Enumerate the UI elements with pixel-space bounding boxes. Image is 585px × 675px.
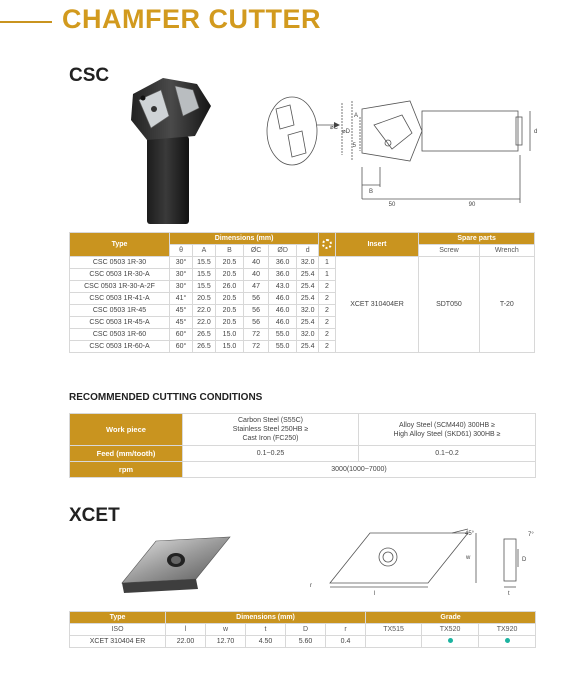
cell-theta: 41° xyxy=(170,293,193,305)
conditions-title: RECOMMENDED CUTTING CONDITIONS xyxy=(69,392,263,403)
cutting-conditions-table xyxy=(69,413,536,478)
cell-flutes: 1 xyxy=(319,269,336,281)
cell-b: 15.0 xyxy=(215,341,243,353)
cell-b: 20.5 xyxy=(215,305,243,317)
csc-insert-header: Insert xyxy=(335,233,418,257)
cell-c: 72 xyxy=(244,341,269,353)
cell-flutes: 2 xyxy=(319,341,336,353)
cell-b: 20.5 xyxy=(215,317,243,329)
col-wrench: Wrench xyxy=(479,245,534,257)
cell-d: 36.0 xyxy=(269,269,297,281)
cell-d: 46.0 xyxy=(269,305,297,317)
cell-c: 56 xyxy=(244,293,269,305)
cell-a: 26.5 xyxy=(193,341,216,353)
work-piece-line: Carbon Steel (S55C) xyxy=(238,417,303,424)
xcet-section-title: XCET xyxy=(69,505,120,526)
csc-dims-header: Dimensions (mm) xyxy=(170,233,319,245)
work-piece-line: High Alloy Steel (SKD61) 300HB ≥ xyxy=(393,430,501,438)
cell-grade-tx920 xyxy=(479,636,536,648)
drawing-label-90: 90 xyxy=(468,202,476,208)
xcet-technical-drawing xyxy=(300,527,540,597)
drawing-label-l: l xyxy=(374,591,376,597)
cell-b: 26.0 xyxy=(215,281,243,293)
cell-d: 43.0 xyxy=(269,281,297,293)
cell-type: XCET 310404 ER xyxy=(70,636,166,648)
flutes-header xyxy=(319,233,336,257)
cell-b: 20.5 xyxy=(215,293,243,305)
csc-type-header: Type xyxy=(70,233,170,257)
header-rule xyxy=(0,21,52,23)
col-d: ØD xyxy=(269,245,297,257)
cell-type: CSC 0503 1R-30-A-2F xyxy=(70,281,170,293)
csc-section-title: CSC xyxy=(69,65,110,86)
cell-grade-tx515 xyxy=(366,636,422,648)
cell-c: 72 xyxy=(244,329,269,341)
cell-dd: 25.4 xyxy=(297,317,319,329)
cell-a: 20.5 xyxy=(193,293,216,305)
csc-technical-drawing xyxy=(262,95,537,210)
cell-c: 56 xyxy=(244,317,269,329)
col-r: r xyxy=(326,624,366,636)
drawing-label-5: 5 xyxy=(352,143,356,149)
drawing-label-c: ⌀C xyxy=(330,125,338,131)
cell-theta: 60° xyxy=(170,341,193,353)
cell-d: 46.0 xyxy=(269,317,297,329)
col-c: ØC xyxy=(244,245,269,257)
cell-w: 12.70 xyxy=(206,636,246,648)
drawing-label-7: 7° xyxy=(528,532,534,538)
cell-a: 22.0 xyxy=(193,317,216,329)
work-piece-line: Alloy Steel (SCM440) 300HB ≥ xyxy=(398,421,496,429)
cell-theta: 30° xyxy=(170,269,193,281)
cell-a: 15.5 xyxy=(193,281,216,293)
cell-theta: 30° xyxy=(170,257,193,269)
cell-theta: 45° xyxy=(170,317,193,329)
cell-type: CSC 0503 1R-45-A xyxy=(70,317,170,329)
cell-d: 55.0 xyxy=(269,329,297,341)
xcet-spec-table xyxy=(69,611,536,648)
rpm-value: 3000(1000~7000) xyxy=(183,462,536,478)
cell-theta: 30° xyxy=(170,281,193,293)
cell-type: CSC 0503 1R-41-A xyxy=(70,293,170,305)
cell-flutes: 2 xyxy=(319,317,336,329)
cell-type: CSC 0503 1R-30 xyxy=(70,257,170,269)
cell-a: 26.5 xyxy=(193,329,216,341)
available-dot-icon xyxy=(448,638,453,643)
cell-type: CSC 0503 1R-60-A xyxy=(70,341,170,353)
drawing-label-a: A xyxy=(353,113,358,119)
col-t: t xyxy=(246,624,286,636)
cell-insert: XCET 310404ER xyxy=(335,257,418,353)
cell-d: 36.0 xyxy=(269,257,297,269)
cell-c: 40 xyxy=(244,257,269,269)
xcet-dims-header: Dimensions (mm) xyxy=(166,612,366,624)
cell-c: 56 xyxy=(244,305,269,317)
cell-dd: 25.4 xyxy=(297,281,319,293)
work-piece-line: Stainless Steel 250HB ≥ xyxy=(232,426,309,433)
cell-r: 0.4 xyxy=(326,636,366,648)
col-grade-tx520: TX520 xyxy=(422,624,479,636)
drawing-label-dd: d xyxy=(534,129,538,135)
cell-b: 20.5 xyxy=(215,269,243,281)
rpm-label: rpm xyxy=(70,462,183,478)
work-piece-line: Cast Iron (FC250) xyxy=(242,435,299,442)
cell-a: 22.0 xyxy=(193,305,216,317)
col-iso: ISO xyxy=(70,624,166,636)
drawing-label-50: 50 xyxy=(388,202,396,208)
cell-wrench: T-20 xyxy=(479,257,534,353)
cell-theta: 45° xyxy=(170,305,193,317)
xcet-type-header: Type xyxy=(70,612,166,624)
cell-type: CSC 0503 1R-45 xyxy=(70,305,170,317)
xcet-grade-header: Grade xyxy=(366,612,536,624)
cell-flutes: 2 xyxy=(319,329,336,341)
col-grade-tx515: TX515 xyxy=(366,624,422,636)
drawing-label-d: D xyxy=(522,557,527,563)
cell-dd: 32.0 xyxy=(297,305,319,317)
drawing-label-b: B xyxy=(368,189,374,195)
cell-d: 5.60 xyxy=(286,636,326,648)
cell-dd: 32.0 xyxy=(297,329,319,341)
drawing-label-d: ⌀D xyxy=(342,129,350,135)
cell-dd: 25.4 xyxy=(297,293,319,305)
cell-d: 55.0 xyxy=(269,341,297,353)
feed-value-2: 0.1~0.2 xyxy=(359,446,536,462)
cell-grade-tx520 xyxy=(422,636,479,648)
xcet-insert-image xyxy=(118,533,233,595)
feed-label: Feed (mm/tooth) xyxy=(70,446,183,462)
available-dot-icon xyxy=(505,638,510,643)
cell-c: 40 xyxy=(244,269,269,281)
drawing-label-w: w xyxy=(466,555,471,561)
cell-d: 46.0 xyxy=(269,293,297,305)
cell-flutes: 1 xyxy=(319,257,336,269)
feed-value-1: 0.1~0.25 xyxy=(183,446,359,462)
col-dd: d xyxy=(297,245,319,257)
gear-icon xyxy=(322,239,332,249)
table-row xyxy=(70,636,536,648)
col-a: A xyxy=(193,245,216,257)
cell-b: 20.5 xyxy=(215,257,243,269)
csc-spare-header: Spare parts xyxy=(419,233,535,245)
cell-a: 15.5 xyxy=(193,269,216,281)
cell-flutes: 2 xyxy=(319,305,336,317)
cell-type: CSC 0503 1R-30-A xyxy=(70,269,170,281)
cell-flutes: 2 xyxy=(319,281,336,293)
cell-a: 15.5 xyxy=(193,257,216,269)
cell-c: 47 xyxy=(244,281,269,293)
cell-dd: 32.0 xyxy=(297,257,319,269)
cell-screw: SDT050 xyxy=(419,257,479,353)
col-l: l xyxy=(166,624,206,636)
cell-t: 4.50 xyxy=(246,636,286,648)
cell-flutes: 2 xyxy=(319,293,336,305)
cell-b: 15.0 xyxy=(215,329,243,341)
drawing-label-t: t xyxy=(508,591,510,597)
cell-theta: 60° xyxy=(170,329,193,341)
work-piece-group-2 xyxy=(359,414,536,446)
cell-dd: 25.4 xyxy=(297,269,319,281)
cell-l: 22.00 xyxy=(166,636,206,648)
col-grade-tx920: TX920 xyxy=(479,624,536,636)
drawing-label-45: 45° xyxy=(465,531,475,537)
csc-product-image xyxy=(125,76,220,226)
work-piece-group-1 xyxy=(183,414,359,446)
col-d: D xyxy=(286,624,326,636)
col-b: B xyxy=(215,245,243,257)
col-screw: Screw xyxy=(419,245,479,257)
cell-dd: 25.4 xyxy=(297,341,319,353)
csc-spec-table xyxy=(69,232,535,353)
col-theta: θ xyxy=(170,245,193,257)
drawing-label-r: r xyxy=(310,583,312,589)
table-row xyxy=(70,257,535,269)
cell-type: CSC 0503 1R-60 xyxy=(70,329,170,341)
col-w: w xyxy=(206,624,246,636)
work-piece-label: Work piece xyxy=(70,414,183,446)
page-title: CHAMFER CUTTER xyxy=(62,4,321,34)
